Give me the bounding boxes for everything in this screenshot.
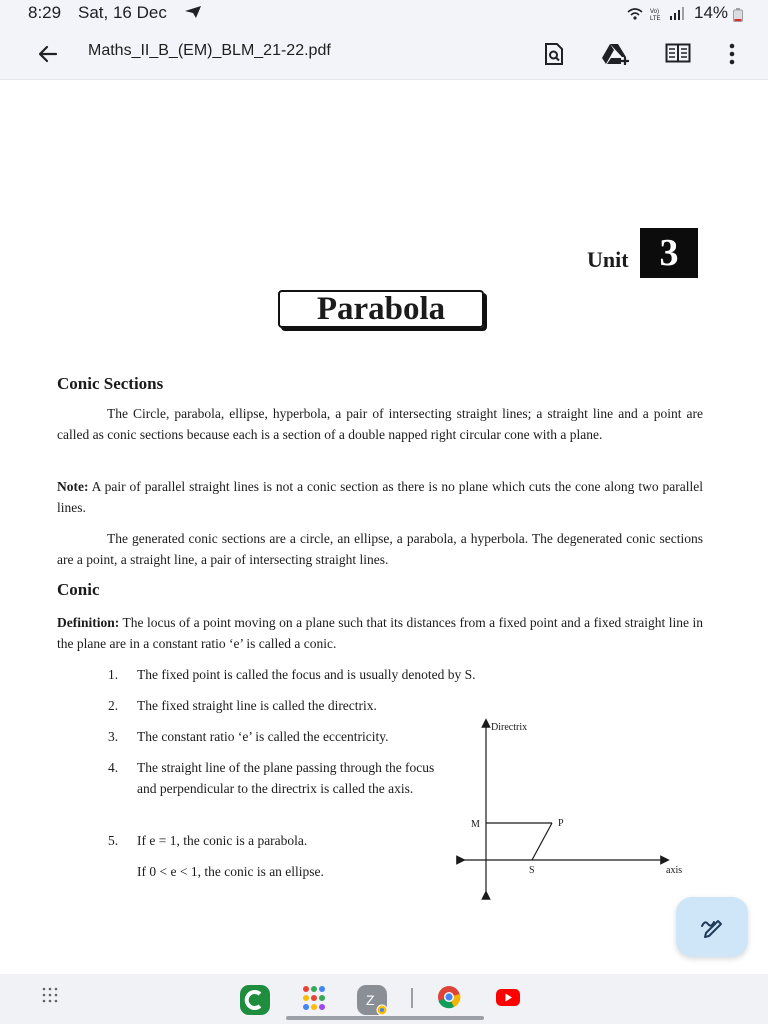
unit-label: Unit <box>587 247 629 272</box>
app-folder-button[interactable] <box>300 984 328 1012</box>
svg-text:LTE: LTE <box>650 16 661 22</box>
conic-diagram <box>455 713 695 903</box>
definition-label: Definition: <box>57 615 120 630</box>
taskbar <box>0 974 768 1024</box>
chrome-app-button[interactable] <box>436 984 464 1012</box>
definition-text: The locus of a point moving on a plane such that its distances from a fixed point and a fixed straight line in the plane are in a constant ratio ‘e’ is called a conic. <box>57 615 703 651</box>
pdf-page[interactable] <box>0 81 768 973</box>
youtube-app-icon <box>495 984 521 1010</box>
youtube-app-button[interactable] <box>495 984 523 1012</box>
point-s-label: S <box>529 865 535 876</box>
status-bar <box>0 0 768 28</box>
list-item-text: The fixed straight line is called the directrix. <box>137 698 377 713</box>
status-date: Sat, 16 Dec <box>78 3 167 22</box>
pdf-viewer-app-bar <box>0 28 768 80</box>
search-document-icon <box>542 42 566 66</box>
more-options-button[interactable] <box>716 38 748 70</box>
app-drawer-button[interactable] <box>42 987 58 1003</box>
list-item-text: The straight line of the plane passing through the focus and perpendicular to the directrix is called the axis. <box>137 760 435 796</box>
point-m-label: M <box>471 819 480 830</box>
list-item-text: The fixed point is called the focus and is usually denoted by S. <box>137 667 476 682</box>
list-item-number: 5. <box>108 833 119 848</box>
unit-number-box: 3 <box>640 228 698 278</box>
section-heading-conic: Conic <box>57 580 100 599</box>
status-time: 8:29 <box>28 3 62 22</box>
definition-paragraph <box>57 612 703 654</box>
note-paragraph <box>57 476 703 518</box>
reading-mode-icon <box>665 42 691 64</box>
battery-percent: 14% <box>694 3 729 22</box>
axis-label: axis <box>666 865 683 876</box>
search-in-document-button[interactable] <box>538 38 570 70</box>
section-heading-conic-sections: Conic Sections <box>57 374 164 393</box>
note-text: A pair of parallel straight lines is not a conic section as there is no plane which cuts the cone along two parallel lines. <box>57 479 703 515</box>
list-item-number: 2. <box>108 698 119 713</box>
list-item-number: 1. <box>108 667 119 682</box>
list-extra-text: If 0 < e < 1, the conic is an ellipse. <box>137 864 324 879</box>
segment-ps <box>532 823 552 860</box>
classroom-app-icon <box>239 984 271 1016</box>
signal-icons <box>626 6 690 27</box>
paragraph-intro: The Circle, parabola, ellipse, hyperbola, a pair of intersecting straight lines; a straight line and a point are called as conic sections because each is a section of a double napped right circular cone with a plane. <box>57 406 703 442</box>
directrix-label: Directrix <box>491 722 528 733</box>
point-p-label: P <box>558 818 564 829</box>
note-label: Note: <box>57 479 89 494</box>
telegram-send-icon <box>184 5 202 24</box>
battery-icon <box>733 8 743 27</box>
app-folder-icon <box>300 984 328 1012</box>
app-drawer-icon <box>42 987 58 1003</box>
dock-separator <box>411 988 413 1008</box>
zoom-app-button[interactable] <box>356 984 384 1012</box>
svg-text:Vo): Vo) <box>650 9 660 15</box>
chapter-title: Parabola <box>278 290 484 328</box>
classroom-app-button[interactable] <box>239 984 267 1012</box>
paragraph-generated-sections: The generated conic sections are a circle, an ellipse, a parabola, a hyperbola. The degenerated conic sections are a point, a straight line, a pair of intersecting straight lines. <box>57 531 703 567</box>
svg-text:Z: Z <box>366 992 375 1008</box>
list-item-text: If e = 1, the conic is a parabola. <box>137 833 308 848</box>
list-item-number: 4. <box>108 760 119 775</box>
annotate-fab-button[interactable] <box>676 897 748 957</box>
list-item-number: 3. <box>108 729 119 744</box>
file-name: Maths_II_B_(EM)_BLM_21-22.pdf <box>88 42 331 59</box>
more-vert-icon <box>728 42 736 66</box>
reading-mode-button[interactable] <box>662 38 694 70</box>
edit-pen-icon <box>699 914 725 940</box>
list-item-text: The constant ratio ‘e’ is called the eccentricity. <box>137 729 389 744</box>
back-button[interactable] <box>34 40 62 68</box>
back-arrow-icon <box>34 40 62 68</box>
drive-add-icon <box>601 42 631 66</box>
chrome-app-icon <box>436 984 462 1010</box>
save-to-drive-button[interactable] <box>600 38 632 70</box>
zoom-app-icon <box>356 984 388 1016</box>
gesture-home-bar[interactable] <box>286 1016 484 1020</box>
